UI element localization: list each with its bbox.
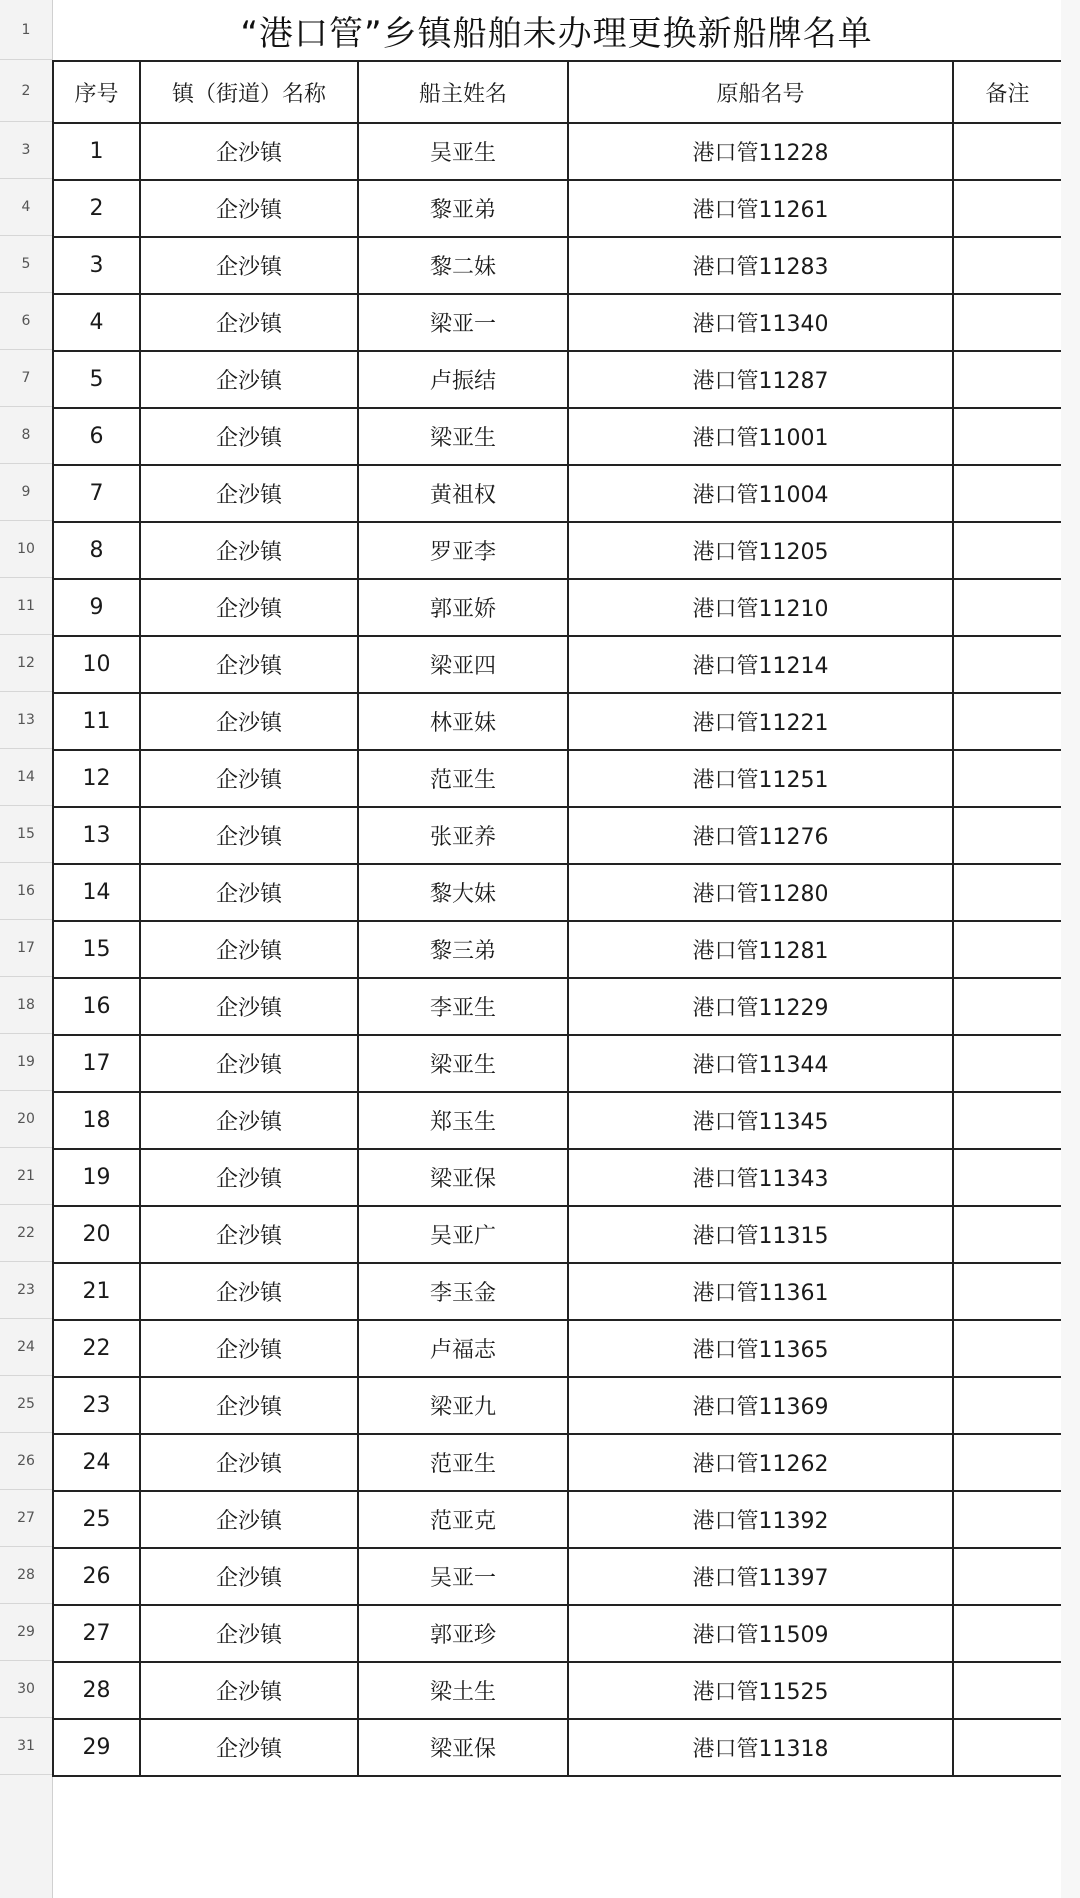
cell-remarks[interactable]: [953, 579, 1062, 636]
cell-serial-no[interactable]: 21: [53, 1263, 140, 1320]
cell-town-name[interactable]: 企沙镇: [140, 180, 358, 237]
cell-owner-name[interactable]: 梁亚保: [358, 1719, 568, 1776]
cell-ship-number[interactable]: 港口管11318: [568, 1719, 953, 1776]
cell-owner-name[interactable]: 林亚妹: [358, 693, 568, 750]
cell-serial-no[interactable]: 26: [53, 1548, 140, 1605]
cell-ship-number[interactable]: 港口管11392: [568, 1491, 953, 1548]
row-number[interactable]: 15: [0, 806, 52, 863]
cell-owner-name[interactable]: 梁土生: [358, 1662, 568, 1719]
table-row: [53, 636, 1062, 693]
cell-ship-number[interactable]: 港口管11281: [568, 921, 953, 978]
row-number[interactable]: 22: [0, 1205, 52, 1262]
cell-town-name[interactable]: 企沙镇: [140, 1548, 358, 1605]
cell-ship-number[interactable]: 港口管11343: [568, 1149, 953, 1206]
cell-town-name[interactable]: 企沙镇: [140, 1263, 358, 1320]
header-town-name[interactable]: 镇（街道）名称: [140, 61, 358, 123]
cell-town-name[interactable]: 企沙镇: [140, 579, 358, 636]
cell-serial-no[interactable]: 20: [53, 1206, 140, 1263]
row-number[interactable]: 1: [0, 0, 52, 60]
row-number-gutter: [0, 0, 53, 1898]
table-row: [53, 750, 1062, 807]
table-row: [53, 408, 1062, 465]
row-number[interactable]: 25: [0, 1376, 52, 1433]
table-row: [53, 1377, 1062, 1434]
cell-remarks[interactable]: [953, 978, 1062, 1035]
cell-owner-name[interactable]: 吴亚生: [358, 123, 568, 180]
cell-ship-number[interactable]: 港口管11221: [568, 693, 953, 750]
cell-ship-number[interactable]: 港口管11340: [568, 294, 953, 351]
row-number[interactable]: 12: [0, 635, 52, 692]
cell-remarks[interactable]: [953, 1206, 1062, 1263]
cell-owner-name[interactable]: 吴亚广: [358, 1206, 568, 1263]
cell-town-name[interactable]: 企沙镇: [140, 1092, 358, 1149]
cell-remarks[interactable]: [953, 1035, 1062, 1092]
cell-town-name[interactable]: 企沙镇: [140, 750, 358, 807]
cell-ship-number[interactable]: 港口管11525: [568, 1662, 953, 1719]
cell-owner-name[interactable]: 黎亚弟: [358, 180, 568, 237]
cell-town-name[interactable]: 企沙镇: [140, 1149, 358, 1206]
table-row: [53, 1719, 1062, 1776]
cell-serial-no[interactable]: 25: [53, 1491, 140, 1548]
cell-owner-name[interactable]: 梁亚四: [358, 636, 568, 693]
cell-ship-number[interactable]: 港口管11509: [568, 1605, 953, 1662]
table-row: [53, 1092, 1062, 1149]
table-row: [53, 465, 1062, 522]
cell-town-name[interactable]: 企沙镇: [140, 237, 358, 294]
row-number[interactable]: 26: [0, 1433, 52, 1490]
cell-serial-no[interactable]: 1: [53, 123, 140, 180]
cell-ship-number[interactable]: 港口管11345: [568, 1092, 953, 1149]
cell-remarks[interactable]: [953, 693, 1062, 750]
header-serial-no[interactable]: 序号: [53, 61, 140, 123]
cell-town-name[interactable]: 企沙镇: [140, 1320, 358, 1377]
row-number[interactable]: 20: [0, 1091, 52, 1148]
cell-owner-name[interactable]: 张亚养: [358, 807, 568, 864]
sheet-right-margin: [1061, 0, 1080, 1898]
table-row: [53, 1206, 1062, 1263]
cell-owner-name[interactable]: 黎三弟: [358, 921, 568, 978]
row-number[interactable]: 8: [0, 407, 52, 464]
cell-serial-no[interactable]: 5: [53, 351, 140, 408]
cell-remarks[interactable]: [953, 522, 1062, 579]
cell-town-name[interactable]: 企沙镇: [140, 1206, 358, 1263]
cell-town-name[interactable]: 企沙镇: [140, 636, 358, 693]
cell-owner-name[interactable]: 梁亚九: [358, 1377, 568, 1434]
cell-owner-name[interactable]: 卢振结: [358, 351, 568, 408]
cell-remarks[interactable]: [953, 1092, 1062, 1149]
cell-ship-number[interactable]: 港口管11228: [568, 123, 953, 180]
cell-remarks[interactable]: [953, 636, 1062, 693]
cell-town-name[interactable]: 企沙镇: [140, 408, 358, 465]
row-number[interactable]: 5: [0, 236, 52, 293]
cell-serial-no[interactable]: 4: [53, 294, 140, 351]
cell-ship-number[interactable]: 港口管11287: [568, 351, 953, 408]
header-ship-number[interactable]: 原船名号: [568, 61, 953, 123]
cell-owner-name[interactable]: 郭亚娇: [358, 579, 568, 636]
cell-remarks[interactable]: [953, 1434, 1062, 1491]
cell-town-name[interactable]: 企沙镇: [140, 807, 358, 864]
cell-owner-name[interactable]: 李玉金: [358, 1263, 568, 1320]
cell-serial-no[interactable]: 29: [53, 1719, 140, 1776]
cell-remarks[interactable]: [953, 1719, 1062, 1776]
cell-town-name[interactable]: 企沙镇: [140, 693, 358, 750]
table-row: [53, 1149, 1062, 1206]
cell-owner-name[interactable]: 梁亚保: [358, 1149, 568, 1206]
cell-remarks[interactable]: [953, 921, 1062, 978]
cell-owner-name[interactable]: 范亚生: [358, 750, 568, 807]
cell-ship-number[interactable]: 港口管11280: [568, 864, 953, 921]
cell-town-name[interactable]: 企沙镇: [140, 1035, 358, 1092]
cell-ship-number[interactable]: 港口管11315: [568, 1206, 953, 1263]
cell-serial-no[interactable]: 3: [53, 237, 140, 294]
cell-town-name[interactable]: 企沙镇: [140, 522, 358, 579]
cell-owner-name[interactable]: 梁亚生: [358, 408, 568, 465]
cell-serial-no[interactable]: 11: [53, 693, 140, 750]
table-row: [53, 123, 1062, 180]
cell-ship-number[interactable]: 港口管11276: [568, 807, 953, 864]
cell-owner-name[interactable]: 梁亚一: [358, 294, 568, 351]
header-remarks[interactable]: 备注: [953, 61, 1062, 123]
cell-owner-name[interactable]: 郑玉生: [358, 1092, 568, 1149]
cell-serial-no[interactable]: 22: [53, 1320, 140, 1377]
cell-ship-number[interactable]: 港口管11229: [568, 978, 953, 1035]
cell-town-name[interactable]: 企沙镇: [140, 1662, 358, 1719]
table-row: [53, 351, 1062, 408]
cell-town-name[interactable]: 企沙镇: [140, 1491, 358, 1548]
row-number[interactable]: 19: [0, 1034, 52, 1091]
cell-owner-name[interactable]: 黄祖权: [358, 465, 568, 522]
row-number[interactable]: 17: [0, 920, 52, 977]
cell-serial-no[interactable]: 2: [53, 180, 140, 237]
row-number[interactable]: 3: [0, 122, 52, 179]
row-number[interactable]: 13: [0, 692, 52, 749]
table-row: [53, 522, 1062, 579]
cell-remarks[interactable]: [953, 465, 1062, 522]
table-row: [53, 579, 1062, 636]
cell-remarks[interactable]: [953, 1605, 1062, 1662]
cell-serial-no[interactable]: 7: [53, 465, 140, 522]
row-number[interactable]: 18: [0, 977, 52, 1034]
table-row: [53, 237, 1062, 294]
cell-remarks[interactable]: [953, 1263, 1062, 1320]
cell-owner-name[interactable]: 郭亚珍: [358, 1605, 568, 1662]
cell-remarks[interactable]: [953, 1491, 1062, 1548]
cell-ship-number[interactable]: 港口管11283: [568, 237, 953, 294]
cell-serial-no[interactable]: 9: [53, 579, 140, 636]
cell-serial-no[interactable]: 28: [53, 1662, 140, 1719]
header-owner-name[interactable]: 船主姓名: [358, 61, 568, 123]
cell-serial-no[interactable]: 12: [53, 750, 140, 807]
row-number[interactable]: 29: [0, 1604, 52, 1661]
table-header-row: [53, 61, 1062, 123]
table-row: [53, 1491, 1062, 1548]
table-row: [53, 921, 1062, 978]
cell-town-name[interactable]: 企沙镇: [140, 1605, 358, 1662]
cell-town-name[interactable]: 企沙镇: [140, 123, 358, 180]
cell-town-name[interactable]: 企沙镇: [140, 1377, 358, 1434]
cell-town-name[interactable]: 企沙镇: [140, 978, 358, 1035]
table-row: [53, 1662, 1062, 1719]
cell-serial-no[interactable]: 6: [53, 408, 140, 465]
cell-town-name[interactable]: 企沙镇: [140, 294, 358, 351]
cell-remarks[interactable]: [953, 1320, 1062, 1377]
cell-town-name[interactable]: 企沙镇: [140, 1719, 358, 1776]
table-row: [53, 693, 1062, 750]
cell-owner-name[interactable]: 黎大妹: [358, 864, 568, 921]
row-number[interactable]: 4: [0, 179, 52, 236]
table-row: [53, 1263, 1062, 1320]
cell-ship-number[interactable]: 港口管11251: [568, 750, 953, 807]
row-number[interactable]: 16: [0, 863, 52, 920]
sheet-title[interactable]: “港口管”乡镇船舶未办理更换新船牌名单: [240, 13, 873, 54]
cell-town-name[interactable]: 企沙镇: [140, 864, 358, 921]
cell-remarks[interactable]: [953, 750, 1062, 807]
row-number[interactable]: 10: [0, 521, 52, 578]
table-row: [53, 978, 1062, 1035]
row-number[interactable]: 24: [0, 1319, 52, 1376]
cell-owner-name[interactable]: 范亚生: [358, 1434, 568, 1491]
cell-ship-number[interactable]: 港口管11397: [568, 1548, 953, 1605]
cell-remarks[interactable]: [953, 1662, 1062, 1719]
cell-owner-name[interactable]: 卢福志: [358, 1320, 568, 1377]
table-row: [53, 1605, 1062, 1662]
cell-town-name[interactable]: 企沙镇: [140, 1434, 358, 1491]
cell-serial-no[interactable]: 24: [53, 1434, 140, 1491]
cell-remarks[interactable]: [953, 807, 1062, 864]
cell-serial-no[interactable]: 13: [53, 807, 140, 864]
cell-remarks[interactable]: [953, 237, 1062, 294]
row-number[interactable]: 21: [0, 1148, 52, 1205]
ship-list-table: [52, 60, 1063, 1777]
cell-town-name[interactable]: 企沙镇: [140, 351, 358, 408]
table-row: [53, 1035, 1062, 1092]
cell-remarks[interactable]: [953, 1548, 1062, 1605]
row-number[interactable]: 14: [0, 749, 52, 806]
row-number[interactable]: 7: [0, 350, 52, 407]
cell-ship-number[interactable]: 港口管11004: [568, 465, 953, 522]
cell-remarks[interactable]: [953, 864, 1062, 921]
cell-ship-number[interactable]: 港口管11262: [568, 1434, 953, 1491]
cell-serial-no[interactable]: 15: [53, 921, 140, 978]
cell-ship-number[interactable]: 港口管11344: [568, 1035, 953, 1092]
table-row: [53, 294, 1062, 351]
cell-ship-number[interactable]: 港口管11214: [568, 636, 953, 693]
cell-remarks[interactable]: [953, 408, 1062, 465]
row-number[interactable]: 27: [0, 1490, 52, 1547]
row-number[interactable]: 11: [0, 578, 52, 635]
cell-remarks[interactable]: [953, 351, 1062, 408]
cell-remarks[interactable]: [953, 1149, 1062, 1206]
cell-owner-name[interactable]: 范亚克: [358, 1491, 568, 1548]
row-number[interactable]: 23: [0, 1262, 52, 1319]
cell-remarks[interactable]: [953, 180, 1062, 237]
table-row: [53, 180, 1062, 237]
row-number[interactable]: 31: [0, 1718, 52, 1775]
cell-owner-name[interactable]: 李亚生: [358, 978, 568, 1035]
table-row: [53, 864, 1062, 921]
cell-serial-no[interactable]: 8: [53, 522, 140, 579]
cell-owner-name[interactable]: 梁亚生: [358, 1035, 568, 1092]
row-number[interactable]: 6: [0, 293, 52, 350]
cell-ship-number[interactable]: 港口管11205: [568, 522, 953, 579]
cell-ship-number[interactable]: 港口管11210: [568, 579, 953, 636]
cell-serial-no[interactable]: 19: [53, 1149, 140, 1206]
cell-serial-no[interactable]: 16: [53, 978, 140, 1035]
cell-ship-number[interactable]: 港口管11365: [568, 1320, 953, 1377]
row-number[interactable]: 9: [0, 464, 52, 521]
table-row: [53, 1548, 1062, 1605]
cell-remarks[interactable]: [953, 123, 1062, 180]
row-number[interactable]: 28: [0, 1547, 52, 1604]
cell-serial-no[interactable]: 10: [53, 636, 140, 693]
cell-ship-number[interactable]: 港口管11001: [568, 408, 953, 465]
cell-serial-no[interactable]: 27: [53, 1605, 140, 1662]
cell-owner-name[interactable]: 黎二妹: [358, 237, 568, 294]
cell-serial-no[interactable]: 23: [53, 1377, 140, 1434]
cell-serial-no[interactable]: 14: [53, 864, 140, 921]
table-row: [53, 1320, 1062, 1377]
cell-serial-no[interactable]: 18: [53, 1092, 140, 1149]
table-row: [53, 1434, 1062, 1491]
cell-ship-number[interactable]: 港口管11261: [568, 180, 953, 237]
cell-serial-no[interactable]: 17: [53, 1035, 140, 1092]
cell-remarks[interactable]: [953, 294, 1062, 351]
row-number[interactable]: 2: [0, 60, 52, 122]
table-row: [53, 807, 1062, 864]
cell-remarks[interactable]: [953, 1377, 1062, 1434]
cell-ship-number[interactable]: 港口管11369: [568, 1377, 953, 1434]
cell-owner-name[interactable]: 罗亚李: [358, 522, 568, 579]
cell-town-name[interactable]: 企沙镇: [140, 921, 358, 978]
cell-ship-number[interactable]: 港口管11361: [568, 1263, 953, 1320]
row-number[interactable]: 30: [0, 1661, 52, 1718]
cell-owner-name[interactable]: 吴亚一: [358, 1548, 568, 1605]
cell-town-name[interactable]: 企沙镇: [140, 465, 358, 522]
